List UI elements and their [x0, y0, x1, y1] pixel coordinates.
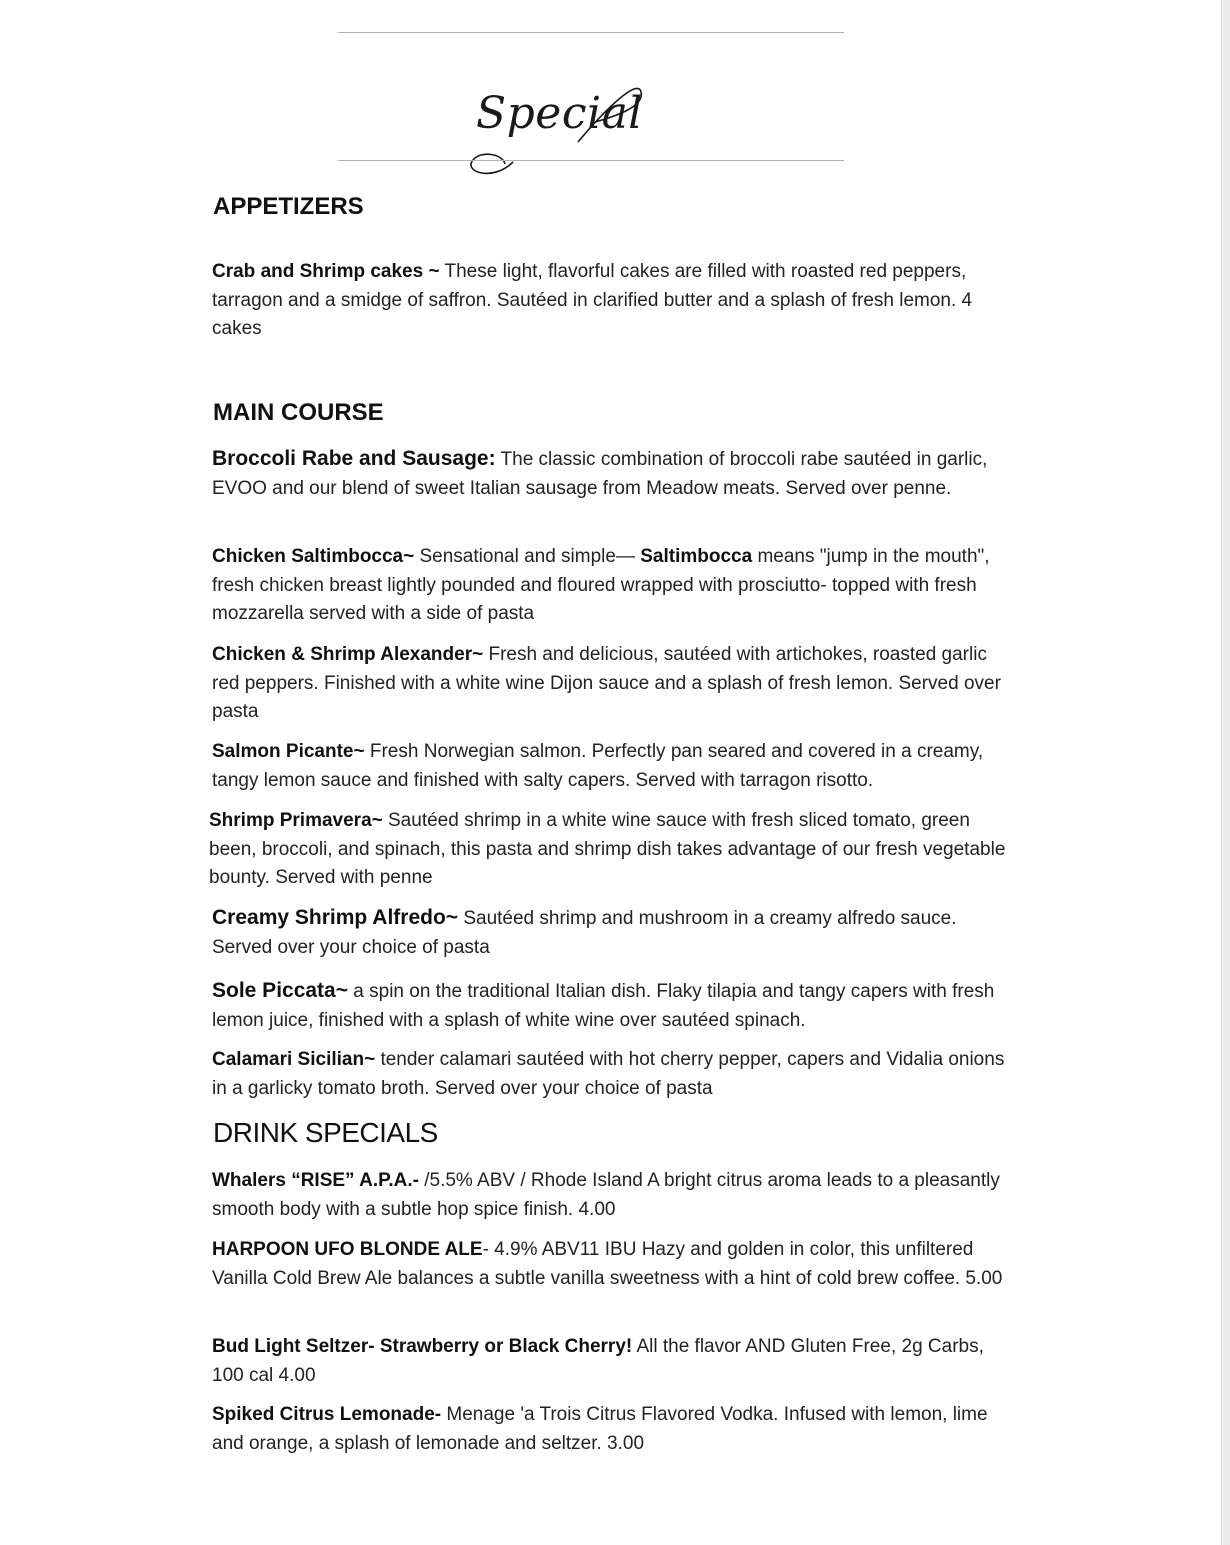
item-description: All the flavor AND Gluten Free, 2g Carbs, 100 cal 4.00 [212, 1336, 984, 1386]
menu-item-calamari-sicilian [212, 1046, 1017, 1103]
item-name: Calamari Sicilian~ [212, 1049, 376, 1070]
item-description: Sautéed shrimp in a white wine sauce with fresh sliced tomato, green been, broccoli, and spinach, this pasta and shrimp dish takes advantage of our fresh vegetable bounty. Served with penne [209, 810, 1006, 888]
page-title: Special [476, 88, 643, 139]
item-description: The classic combination of broccoli rabe sautéed in garlic, EVOO and our blend of sweet Italian sausage from Meadow meats. Served over penne. [212, 449, 988, 499]
item-name: Chicken Saltimbocca~ [212, 546, 415, 567]
item-description: Fresh and delicious, sautéed with artichokes, roasted garlic red peppers. Finished with a white wine Dijon sauce and a splash of fresh lemon. Served over pasta [212, 644, 1001, 722]
drink-item-harpoon-ufo [212, 1236, 1017, 1293]
menu-item-chicken-shrimp-alexander [212, 641, 1017, 727]
item-name: Broccoli Rabe and Sausage: [212, 447, 496, 470]
item-name: HARPOON UFO BLONDE ALE [212, 1239, 483, 1260]
item-name: Whalers “RISE” A.P.A.- [212, 1170, 419, 1191]
item-description: tender calamari sautéed with hot cherry pepper, capers and Vidalia onions in a garlicky tomato broth. Served over your choice of pasta [212, 1049, 1005, 1099]
item-name: Bud Light Seltzer- Strawberry or Black Cherry! [212, 1336, 633, 1357]
page-edge-strip [1221, 0, 1230, 1545]
appetizers-heading: APPETIZERS [213, 193, 364, 220]
menu-item-shrimp-primavera [209, 807, 1014, 893]
menu-title-block [338, 32, 844, 162]
item-description: a spin on the traditional Italian dish. Flaky tilapia and tangy capers with fresh lemon juice, finished with a splash of white wine over sautéed spinach. [212, 981, 995, 1031]
menu-item-creamy-shrimp-alfredo [212, 904, 1017, 962]
item-name: Sole Piccata~ [212, 979, 348, 1002]
item-description-part-b: means "jump in the mouth", fresh chicken breast lightly pounded and floured wrapped with prosciutto- topped with fresh mozzarella served with a side of pasta [212, 546, 990, 624]
menu-item-sole-piccata [212, 977, 1017, 1035]
menu-item-salmon-picante [212, 738, 1017, 795]
item-description: Fresh Norwegian salmon. Perfectly pan seared and covered in a creamy, tangy lemon sauce and finished with salty capers. Served with tarragon risotto. [212, 741, 984, 791]
item-description: These light, flavorful cakes are filled with roasted red peppers, tarragon and a smidge of saffron. Sautéed in clarified butter and a splash of fresh lemon. 4 cakes [212, 261, 973, 339]
drink-item-spiked-citrus-lemonade [212, 1401, 1017, 1458]
item-name: Spiked Citrus Lemonade- [212, 1404, 442, 1425]
item-name: Chicken & Shrimp Alexander~ [212, 644, 484, 665]
title-top-rule [338, 32, 844, 33]
item-name: Salmon Picante~ [212, 741, 365, 762]
drink-specials-heading: DRINK SPECIALS [213, 1117, 438, 1148]
drink-item-whalers-rise [212, 1167, 1017, 1224]
main-course-heading: MAIN COURSE [213, 399, 384, 426]
item-description: /5.5% ABV / Rhode Island A bright citrus aroma leads to a pleasantly smooth body with a subtle hop spice finish. 4.00 [212, 1170, 1000, 1220]
item-name: Creamy Shrimp Alfredo~ [212, 906, 459, 929]
item-description: - 4.9% ABV11 IBU Hazy and golden in color, this unfiltered Vanilla Cold Brew Ale balances a subtle vanilla sweetness with a hint of cold brew coffee. 5.00 [212, 1239, 1003, 1289]
menu-item-chicken-saltimbocca [212, 543, 1017, 629]
drink-item-bud-light-seltzer [212, 1333, 1017, 1390]
item-name: Shrimp Primavera~ [209, 810, 383, 831]
item-description-part-a: Sensational and simple— [414, 546, 641, 567]
item-description: Sautéed shrimp and mushroom in a creamy alfredo sauce. Served over your choice of pasta [212, 908, 957, 958]
item-inline-bold: Saltimbocca [640, 546, 753, 567]
menu-item-crab-shrimp-cakes [212, 258, 1017, 344]
item-name: Crab and Shrimp cakes ~ [212, 261, 440, 282]
item-description: Menage 'a Trois Citrus Flavored Vodka. Infused with lemon, lime and orange, a splash of lemonade and seltzer. 3.00 [212, 1404, 988, 1454]
title-bottom-rule [338, 160, 844, 161]
menu-item-broccoli-rabe [212, 445, 1017, 503]
